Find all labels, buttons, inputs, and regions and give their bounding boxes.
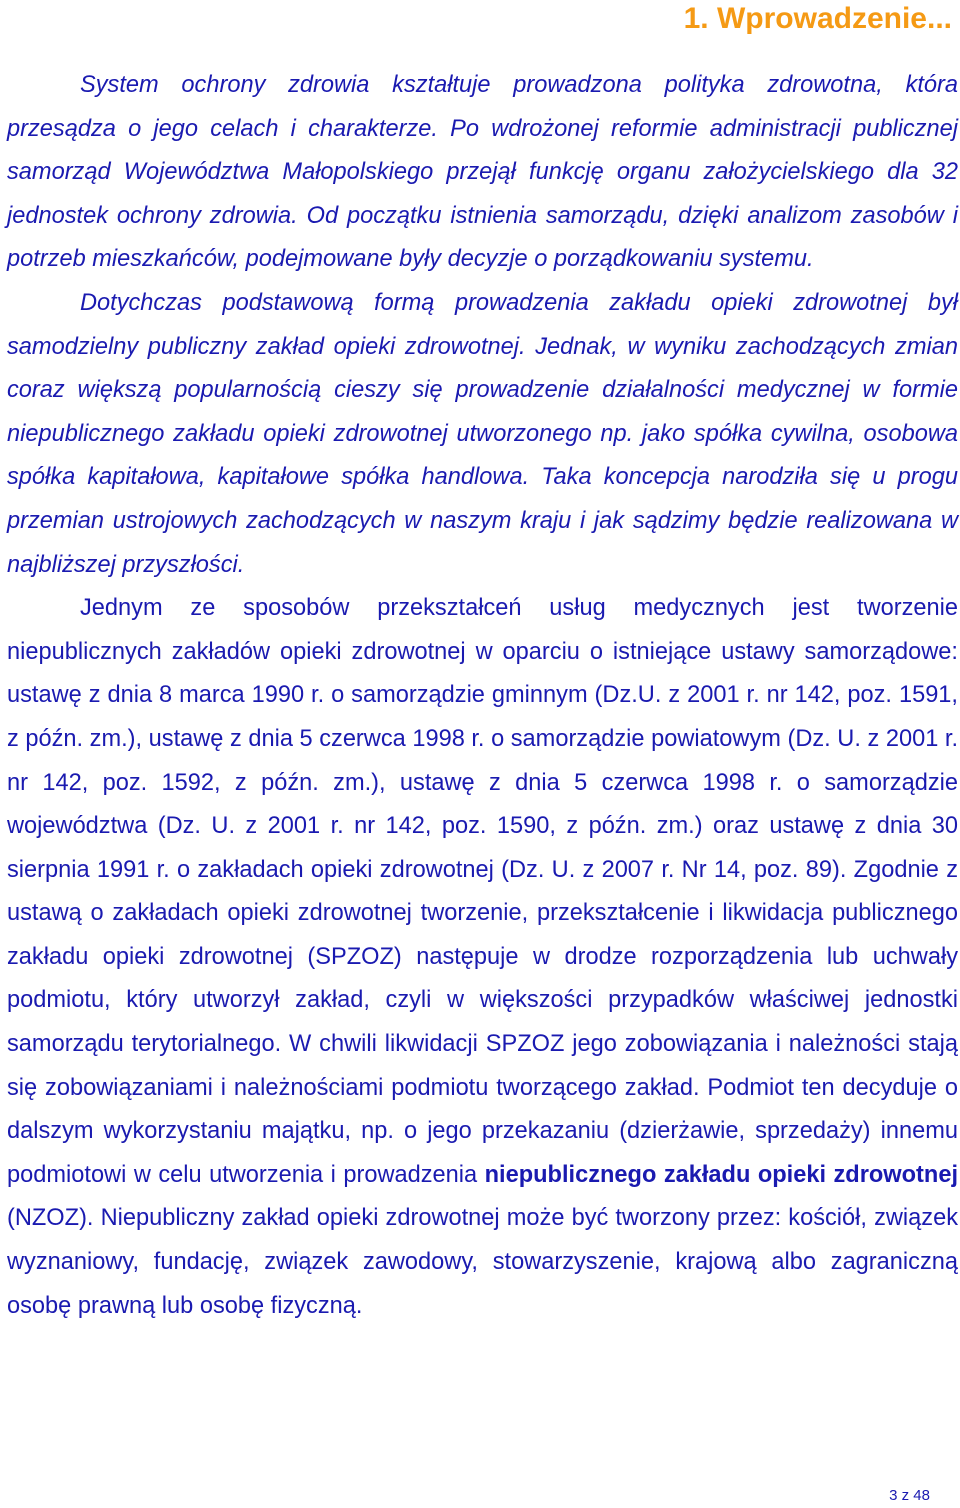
paragraph-legal-outro: (NZOZ). Niepubliczny zakład opieki zdrowotnej może być tworzony przez: kościół, związek wyznaniowy, fundację, związek zawodowy, stowarzyszenie, krajową albo zagraniczną osobę prawną lub osobę fizyczną. — [7, 1205, 958, 1319]
paragraph-forms — [7, 282, 958, 587]
page-number: 3 z 48 — [889, 1487, 930, 1504]
section-title: 1. Wprowadzenie... — [683, 2, 952, 35]
paragraph-intro — [7, 64, 958, 282]
paragraph-forms-text: Dotychczas podstawową formą prowadzenia zakładu opieki zdrowotnej był samodzielny publiczny zakład opieki zdrowotnej. Jednak, w wyniku zachodzących zmian coraz większą popularnością cieszy się prowadzenie działalności medycznej w formie niepublicznego zakładu opieki zdrowotnej utworzonego np. jako spółka cywilna, osobowa spółka kapitałowa, kapitałowe spółka handlowa. Taka koncepcja narodziła się u progu przemian ustrojowych zachodzących w naszym kraju i jak sądzimy będzie realizowana w najbliższej przyszłości. — [7, 289, 958, 578]
paragraph-legal-intro: Jednym ze sposobów przekształceń usług medycznych jest tworzenie niepublicznych zakładów opieki zdrowotnej w oparciu o istniejące ustawy samorządowe: ustawę z dnia 8 marca 1990 r. o samorządzie gminnym (Dz.U. z 2001 r. nr 142, poz. 1591, z późn. zm.), ustawę z dnia 5 czerwca 1998 r. o samorządzie powiatowym (Dz. U. z 2001 r. nr 142, poz. 1592, z późn. zm.), ustawę z dnia 5 czerwca 1998 r. o samorządzie województwa (Dz. U. z 2001 r. nr 142, poz. 1590, z późn. zm.) oraz ustawę z dnia 30 sierpnia 1991 r. o zakładach opieki zdrowotnej (Dz. U. z 2007 r. Nr 14, poz. 89). Zgodnie z ustawą o zakładach opieki zdrowotnej tworzenie, przekształcenie i likwidacja publicznego zakładu opieki zdrowotnej (SPZOZ) następuje w drodze rozporządzenia lub uchwały podmiotu, który utworzył zakład, czyli w większości przypadków właściwej jednostki samorządu terytorialnego. W chwili likwidacji SPZOZ jego zobowiązania i należności stają się zobowiązaniami i należnościami podmiotu tworzącego zakład. Podmiot ten decyduje o dalszym wykorzystaniu majątku, np. o jego przekazaniu (dzierżawie, sprzedaży) innemu podmiotowi w celu utworzenia i prowadzenia — [7, 595, 958, 1188]
paragraph-legal-basis — [7, 587, 958, 1328]
bold-term-nzoz: niepublicznego zakładu opieki zdrowotnej — [484, 1161, 959, 1188]
paragraph-intro-text: System ochrony zdrowia kształtuje prowadzona polityka zdrowotna, która przesądza o jego celach i charakterze. Po wdrożonej reformie administracji publicznej samorząd Województwa Małopolskiego przejął funkcję organu założycielskiego dla 32 jednostek ochrony zdrowia. Od początku istnienia samorządu, dzięki analizom zasobów i potrzeb mieszkańców, podejmowane były decyzje o porządkowaniu systemu. — [7, 72, 958, 273]
document-body — [7, 64, 958, 1328]
